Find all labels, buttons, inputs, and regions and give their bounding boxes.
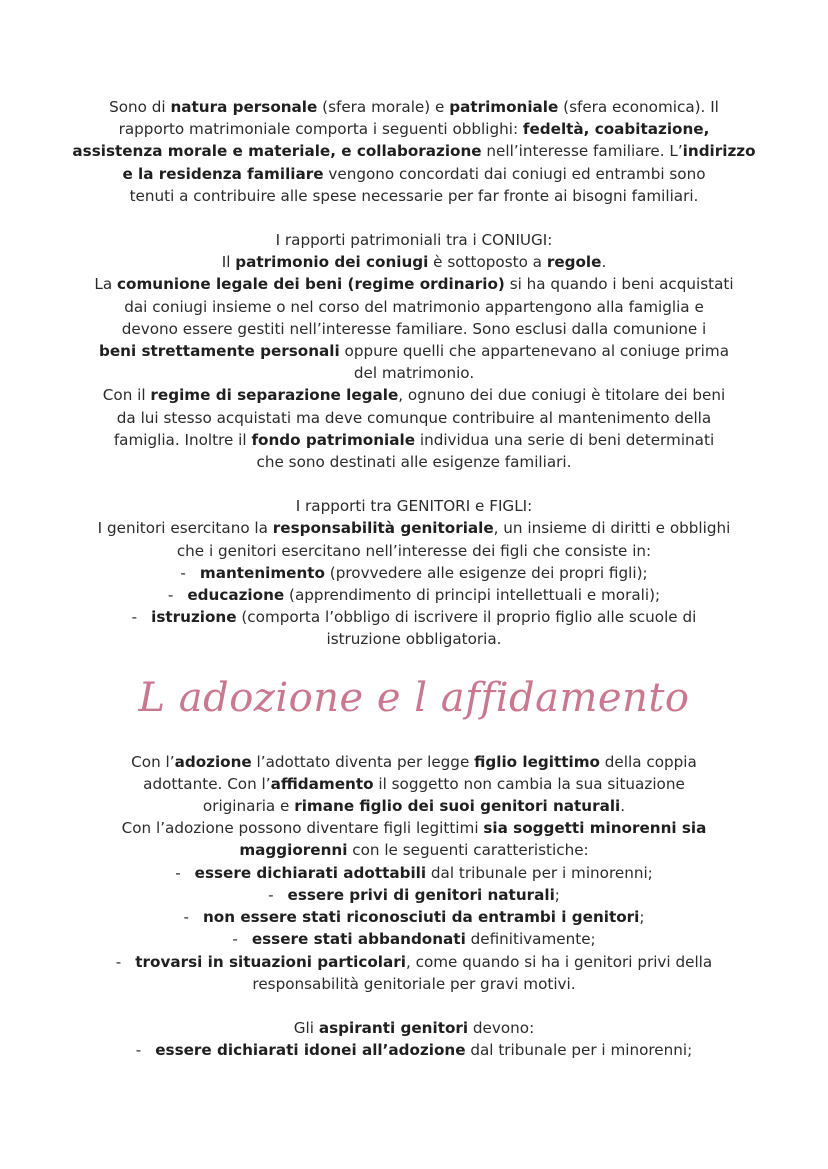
text-line (64, 884, 764, 906)
bold-text: mantenimento (199, 563, 325, 582)
text-run: con le seguenti caratteristiche: (347, 841, 589, 860)
bold-text: istruzione (151, 608, 237, 627)
text-run: (apprendimento di principi intellettuali e morali); (284, 586, 661, 605)
text-run: , ognuno dei due coniugi è titolare dei beni (398, 386, 726, 405)
text-run: La (94, 275, 118, 294)
bullet-dash: - (232, 930, 238, 949)
bold-text: educazione (187, 586, 285, 605)
bold-text: essere stati abbandonati (251, 930, 466, 949)
text-run: I rapporti tra GENITORI e FIGLI: (295, 497, 533, 516)
text-run: definitivamente; (465, 930, 596, 949)
paragraph-spouses-property (64, 229, 764, 473)
bold-text: patrimoniale (449, 98, 559, 116)
text-run: originaria e (202, 797, 295, 816)
paragraph-aspiring-parents (64, 1017, 764, 1061)
text-line (64, 951, 764, 973)
text-line (64, 495, 764, 517)
bold-text: responsabilità genitoriale (272, 519, 494, 538)
text-run: si ha quando i beni acquistati (504, 275, 734, 294)
text-line (64, 562, 764, 584)
text-run: l’adottato diventa per legge (251, 752, 475, 771)
text-line (64, 928, 764, 950)
text-run: adottante. Con l’ (143, 774, 271, 793)
text-line (64, 628, 764, 650)
text-run: che sono destinati alle esigenze familiari. (256, 453, 572, 472)
text-run: Con l’adozione possono diventare figli legittimi (121, 819, 484, 838)
text-run: individua una serie di beni determinati (415, 430, 715, 449)
text-run: . (620, 797, 626, 816)
text-run: , come quando si ha i genitori privi della (405, 952, 713, 971)
bold-text: e la residenza familiare (122, 164, 324, 183)
text-run: Gli (293, 1018, 319, 1037)
bullet-dash: - (175, 863, 181, 882)
text-run: ; (554, 885, 560, 904)
text-run: istruzione obbligatoria. (326, 630, 502, 649)
bold-text: patrimonio dei coniugi (235, 253, 429, 272)
bold-text: affidamento (270, 774, 374, 793)
text-line (64, 273, 764, 295)
text-run: da lui stesso acquistati ma deve comunque contribuire al mantenimento della (116, 408, 712, 427)
section-heading: L adozione e l affidamento (138, 674, 690, 721)
text-run: che i genitori esercitano nell’interesse dei figli che consiste in: (176, 541, 652, 560)
text-run: rapporto matrimoniale comporta i seguenti obblighi: (118, 120, 523, 139)
text-line (64, 407, 764, 429)
text-line (64, 606, 764, 628)
bold-text: trovarsi in situazioni particolari (135, 952, 406, 971)
bullet-dash: - (131, 608, 138, 627)
text-run: (provvedere alle esigenze dei propri figli); (324, 563, 648, 582)
text-line (64, 251, 764, 273)
bold-text: natura personale (170, 98, 318, 116)
text-run: . (601, 253, 607, 272)
text-line (64, 973, 764, 995)
bold-text: essere privi di genitori naturali (287, 885, 555, 904)
text-line (64, 817, 764, 839)
paragraph-personal-obligations (64, 96, 764, 207)
text-run: (sfera morale) e (317, 98, 450, 116)
text-run: ; (639, 908, 645, 927)
bold-text: sia soggetti minorenni sia (483, 819, 707, 838)
text-run: devono essere gestiti nell’interesse familiare. Sono esclusi dalla comunione i (121, 319, 707, 338)
paragraph-adoption (64, 751, 764, 995)
text-run: dal tribunale per i minorenni; (465, 1041, 693, 1060)
bold-text: adozione (174, 752, 252, 771)
bold-text: beni strettamente personali (98, 342, 340, 361)
text-run: è sottoposto a (428, 253, 547, 272)
text-line (64, 862, 764, 884)
text-run: (comporta l’obbligo di iscrivere il proprio figlio alle scuole di (236, 608, 697, 627)
text-line (64, 296, 764, 318)
bold-text: maggiorenni (239, 841, 348, 860)
bullet-dash: - (183, 908, 189, 927)
text-run: del matrimonio. (353, 364, 475, 383)
text-run: , un insieme di diritti e obblighi (493, 519, 731, 538)
text-run: responsabilità genitoriale per gravi motivi. (252, 974, 576, 993)
text-run: vengono concordati dai coniugi ed entrambi sono (323, 164, 706, 183)
text-run: dai coniugi insieme o nel corso del matrimonio appartengono alla famiglia e (124, 297, 704, 316)
text-line (64, 451, 764, 473)
bullet-dash: - (180, 563, 186, 582)
text-line (64, 384, 764, 406)
bullet-dash: - (115, 952, 122, 971)
bold-text: non essere stati riconosciuti da entrambi i genitori (202, 908, 640, 927)
text-run: famiglia. Inoltre il (113, 430, 252, 449)
text-line (64, 773, 764, 795)
text-line (64, 140, 764, 162)
text-line (64, 839, 764, 861)
bold-text: figlio legittimo (474, 752, 600, 771)
text-line (64, 517, 764, 539)
text-line (64, 229, 764, 251)
text-line (64, 906, 764, 928)
text-run: dal tribunale per i minorenni; (426, 863, 653, 882)
bullet-dash: - (167, 586, 174, 605)
text-line (64, 751, 764, 773)
text-run: nell’interesse familiare. L’ (481, 142, 683, 161)
text-run: Con il (102, 386, 151, 405)
text-run: (sfera economica). Il (558, 98, 719, 116)
bold-text: essere dichiarati adottabili (194, 863, 427, 882)
bold-text: assistenza morale e materiale, e collaborazione (72, 142, 482, 161)
bold-text: fedeltà, coabitazione, (522, 120, 710, 139)
text-line (64, 362, 764, 384)
text-line (64, 163, 764, 185)
bold-text: aspiranti genitori (318, 1018, 469, 1037)
text-line (64, 340, 764, 362)
text-line (64, 96, 764, 118)
bullet-dash: - (268, 885, 274, 904)
text-run: devono: (468, 1018, 535, 1037)
text-run: tenuti a contribuire alle spese necessarie per far fronte ai bisogni familiari. (129, 186, 699, 205)
text-line (64, 1039, 764, 1061)
bold-text: essere dichiarati idonei all’adozione (155, 1041, 466, 1060)
text-line (64, 795, 764, 817)
bold-text: rimane figlio dei suoi genitori naturali (294, 797, 621, 816)
text-run: Con l’ (131, 752, 175, 771)
text-run: oppure quelli che appartenevano al coniuge prima (339, 342, 730, 361)
text-line (64, 1017, 764, 1039)
text-line (64, 429, 764, 451)
text-run: il soggetto non cambia la sua situazione (373, 774, 685, 793)
text-line (64, 318, 764, 340)
bold-text: comunione legale dei beni (regime ordinario) (117, 275, 505, 294)
text-line (64, 185, 764, 207)
text-run: Il (221, 253, 236, 272)
paragraph-parents-children (64, 495, 764, 650)
text-line (64, 118, 764, 140)
text-run: della coppia (599, 752, 697, 771)
text-run: I genitori esercitano la (97, 519, 273, 538)
text-line (64, 540, 764, 562)
bold-text: regole (546, 253, 602, 272)
bold-text: indirizzo (682, 142, 756, 161)
bullet-dash: - (135, 1041, 142, 1060)
text-run: Sono di (109, 98, 171, 116)
text-line (64, 584, 764, 606)
bold-text: regime di separazione legale (150, 386, 399, 405)
text-run: I rapporti patrimoniali tra i CONIUGI: (275, 231, 553, 250)
bold-text: fondo patrimoniale (251, 430, 416, 449)
